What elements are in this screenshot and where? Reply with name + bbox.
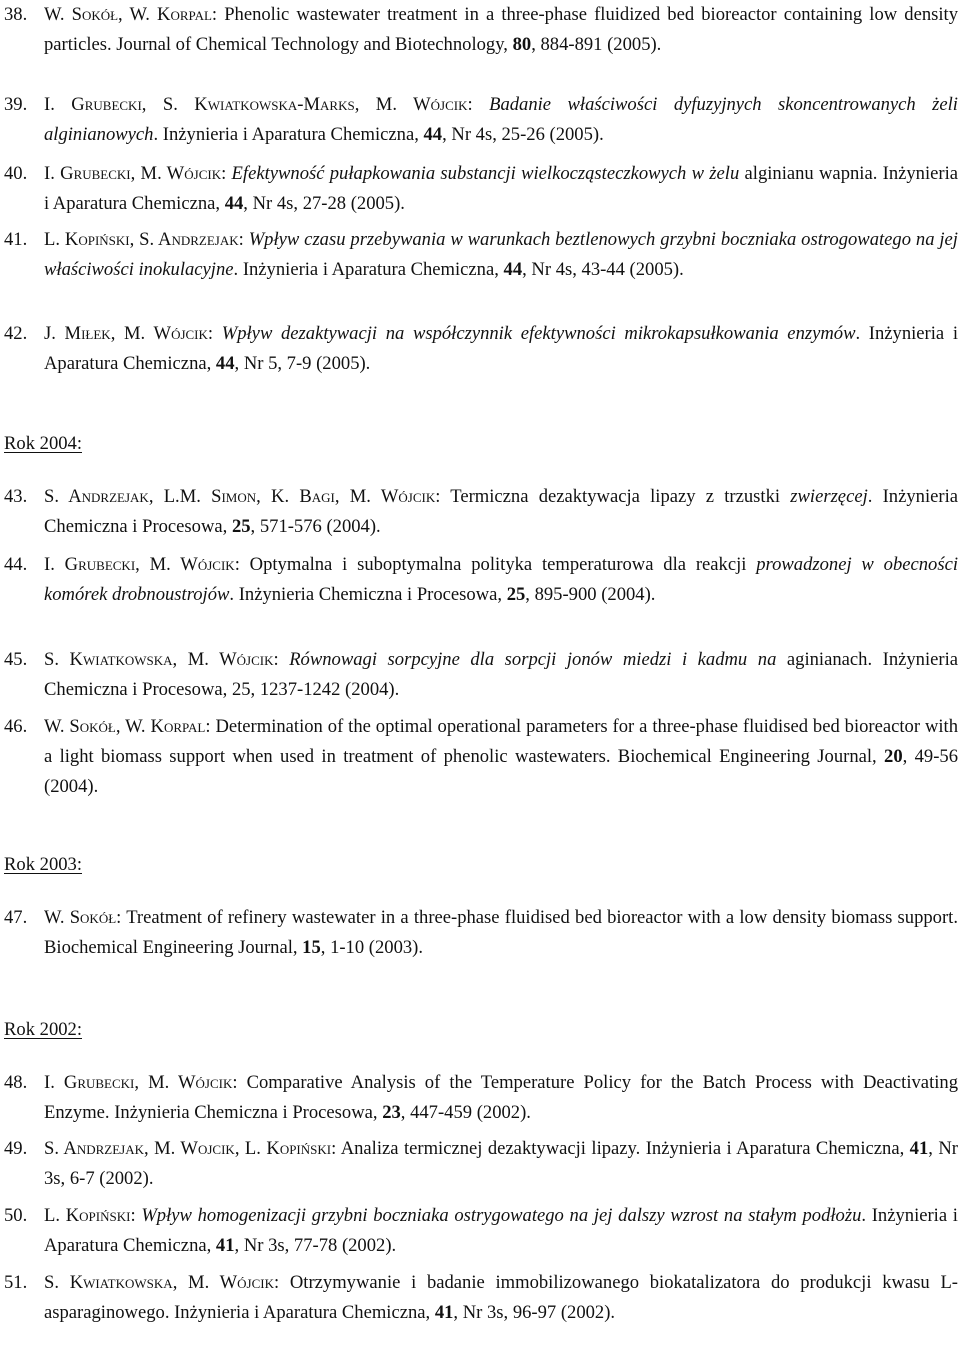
citation-text: , M. W bbox=[172, 1272, 238, 1293]
citation-text: rubecki bbox=[77, 1072, 135, 1093]
entry-citation bbox=[44, 1068, 958, 1128]
citation-text: , S. A bbox=[129, 229, 172, 250]
citation-text: L. K bbox=[44, 229, 79, 250]
citation-text: wiatkowska bbox=[83, 1272, 173, 1293]
citation-text: : bbox=[221, 163, 232, 184]
citation-text: iłek bbox=[81, 323, 111, 344]
entry-citation bbox=[44, 0, 958, 60]
citation-text: 15 bbox=[302, 936, 321, 958]
citation-text: , L. K bbox=[234, 1138, 280, 1159]
citation-text: : bbox=[207, 323, 222, 344]
bibliography-entry bbox=[0, 0, 960, 60]
citation-text: ójcik bbox=[237, 1272, 274, 1293]
citation-text: : bbox=[238, 229, 249, 250]
entry-number: 38. bbox=[4, 4, 28, 25]
citation-text: 44 bbox=[215, 352, 235, 374]
citation-text: ojcik bbox=[197, 1138, 235, 1159]
citation-text: , 447-459 (2002). bbox=[400, 1101, 531, 1123]
citation-text: W. S bbox=[44, 4, 82, 25]
citation-text: . Inżynieria i Aparatura Chemiczna, bbox=[153, 123, 424, 145]
citation-text: okół bbox=[81, 4, 119, 25]
citation-text: rubecki bbox=[78, 554, 136, 575]
citation-text: I. G bbox=[44, 1072, 78, 1093]
citation-text: ójcik bbox=[236, 649, 274, 670]
citation-text: , M. W bbox=[130, 163, 185, 184]
citation-text: 41 bbox=[215, 1234, 235, 1256]
citation-text: : Analiza termicznej dezaktywacji lipazy. Inżynieria i Aparatura Chemiczna, bbox=[331, 1138, 910, 1159]
citation-text: 44 bbox=[503, 258, 523, 280]
citation-text: 25 bbox=[506, 583, 526, 605]
citation-text: , Nr 5, 7-9 (2005). bbox=[234, 352, 371, 374]
entry-number: 44. bbox=[4, 554, 28, 575]
bibliography-entry bbox=[0, 1201, 960, 1261]
citation-text: wiatkowska bbox=[82, 649, 173, 670]
year-heading: Rok 2003: bbox=[4, 854, 82, 875]
citation-text: opiński bbox=[79, 1205, 131, 1226]
citation-text: 23 bbox=[382, 1101, 401, 1123]
entry-citation bbox=[44, 90, 958, 150]
citation-text: okół bbox=[79, 716, 116, 737]
citation-text: 44 bbox=[423, 123, 443, 145]
citation-text: zwierzęcej bbox=[790, 486, 868, 507]
entry-number: 47. bbox=[4, 907, 28, 928]
citation-text: ndrzejak bbox=[76, 1138, 145, 1159]
bibliography-entry bbox=[0, 550, 960, 610]
citation-text: , W. K bbox=[118, 4, 171, 25]
citation-text: ójcik bbox=[398, 486, 436, 507]
bibliography-entry bbox=[0, 90, 960, 150]
citation-text: , M. W bbox=[135, 554, 198, 575]
citation-text: , 49-56 (2004). bbox=[44, 745, 958, 797]
entry-number: 42. bbox=[4, 323, 28, 344]
entry-number: 40. bbox=[4, 163, 28, 184]
citation-text: I. G bbox=[44, 163, 74, 184]
citation-text: ójcik bbox=[184, 163, 222, 184]
citation-text: . Inżynieria Chemiczna i Procesowa, bbox=[44, 486, 958, 537]
entry-citation bbox=[44, 1201, 958, 1261]
citation-text: W. S bbox=[44, 716, 80, 737]
citation-text: Wpływ czasu przebywania w warunkach beztlenowych grzybni boczniaka ostrogowatego na jej właściwości inokulacyjne bbox=[44, 229, 958, 280]
citation-text: Wpływ homogenizacji grzybni boczniaka ostrygowatego na jej dalszy wzrost na stałym podłożu bbox=[141, 1205, 862, 1226]
entry-number: 48. bbox=[4, 1072, 28, 1093]
citation-text: ójcik bbox=[430, 94, 468, 115]
citation-text: , 895-900 (2004). bbox=[525, 583, 656, 605]
citation-text: : bbox=[467, 94, 490, 115]
citation-text: opiński bbox=[78, 229, 130, 250]
citation-text: , W. K bbox=[115, 716, 164, 737]
entry-number: 45. bbox=[4, 649, 28, 670]
citation-text: ndrzejak bbox=[81, 486, 149, 507]
citation-text: , Nr 4s, 27-28 (2005). bbox=[243, 192, 405, 214]
citation-text: Wpływ dezaktywacji na współczynnik efektywności mikrokapsułkowania enzymów bbox=[221, 323, 856, 344]
citation-text: orpal bbox=[163, 716, 206, 737]
entry-citation bbox=[44, 903, 958, 963]
citation-text: , L.M. S bbox=[148, 486, 222, 507]
citation-text: , Nr 3s, 96-97 (2002). bbox=[453, 1301, 616, 1323]
bibliography-entry bbox=[0, 645, 960, 705]
entry-citation bbox=[44, 225, 958, 285]
bibliography-entry bbox=[0, 712, 960, 801]
citation-text: , M. W bbox=[110, 323, 172, 344]
citation-text: ndrzejak bbox=[171, 229, 239, 250]
citation-text: I. G bbox=[44, 554, 79, 575]
year-heading: Rok 2002: bbox=[4, 1019, 82, 1040]
entry-citation bbox=[44, 712, 958, 801]
citation-text: okół bbox=[80, 907, 117, 928]
citation-text: , 571-576 (2004). bbox=[250, 515, 381, 537]
citation-text: 41 bbox=[434, 1301, 454, 1323]
citation-text: 25 bbox=[231, 515, 251, 537]
bibliography-entry bbox=[0, 1068, 960, 1128]
entry-number: 51. bbox=[4, 1272, 28, 1293]
citation-text: rubecki bbox=[73, 163, 131, 184]
entry-citation bbox=[44, 482, 958, 542]
bibliography-entry bbox=[0, 903, 960, 963]
citation-text: : Comparative Analysis of the Temperature Policy for the Batch Process with Deactivating Enzyme. Inżynieria Chemiczna i Procesowa, bbox=[44, 1072, 958, 1123]
citation-text: 80 bbox=[512, 33, 532, 55]
citation-text: Badanie właściwości dyfuzyjnych skoncentrowanych żeli alginianowych bbox=[44, 94, 958, 145]
citation-text: : Treatment of refinery wastewater in a three-phase fluidised bed bioreactor with a low density biomass support. Biochemical Engineering Journal, bbox=[44, 907, 958, 958]
citation-text: , M. W bbox=[172, 649, 237, 670]
citation-text: . Inżynieria i Aparatura Chemiczna, bbox=[44, 323, 958, 374]
citation-text: , Nr 4s, 25-26 (2005). bbox=[442, 123, 604, 145]
citation-text: ójcik bbox=[171, 323, 208, 344]
citation-text: wiatkowska bbox=[207, 94, 298, 115]
citation-text: , K. B bbox=[256, 486, 312, 507]
citation-text: , M. W bbox=[354, 94, 431, 115]
citation-text: , 884-891 (2005). bbox=[531, 33, 662, 55]
year-heading: Rok 2004: bbox=[4, 433, 82, 454]
citation-text: Efektywność pułapkowania substancji wielkocząsteczkowych w żelu bbox=[231, 163, 740, 184]
entry-citation bbox=[44, 645, 958, 705]
citation-text: 44 bbox=[224, 192, 244, 214]
entry-number: 43. bbox=[4, 486, 28, 507]
citation-text: imon bbox=[221, 486, 257, 507]
citation-text: : Otrzymywanie i badanie immobilizowanego biokatalizatora do produkcji kwasu L-asparaginowego. Inżynieria i Aparatura Chemiczna, bbox=[44, 1272, 958, 1323]
citation-text: , S. K bbox=[141, 94, 208, 115]
entry-number: 49. bbox=[4, 1138, 28, 1159]
citation-text: , M. W bbox=[134, 1072, 196, 1093]
bibliography-entry bbox=[0, 1268, 960, 1328]
citation-text: . Inżynieria i Aparatura Chemiczna, bbox=[233, 258, 504, 280]
citation-text: . Inżynieria Chemiczna i Procesowa, bbox=[229, 583, 507, 605]
citation-text: 41 bbox=[909, 1138, 929, 1159]
citation-text: S. K bbox=[44, 1272, 84, 1293]
entry-citation bbox=[44, 1268, 958, 1328]
citation-text: I. G bbox=[44, 94, 85, 115]
citation-text: : bbox=[130, 1205, 142, 1226]
citation-text: opiński bbox=[279, 1138, 332, 1159]
citation-text: 20 bbox=[884, 745, 903, 767]
bibliography-entry bbox=[0, 159, 960, 219]
citation-text: , M. W bbox=[334, 486, 399, 507]
citation-text: : bbox=[273, 649, 290, 670]
citation-text: ójcik bbox=[195, 1072, 233, 1093]
bibliography-entry bbox=[0, 1134, 960, 1194]
citation-text: , M. W bbox=[144, 1138, 198, 1159]
citation-text: alginianu wapnia. Inżynieria i Aparatura Chemiczna, bbox=[44, 163, 958, 214]
citation-text: orpal bbox=[170, 4, 212, 25]
citation-text: aginianach. Inżynieria Chemiczna i Procesowa, 25, 1237-1242 (2004). bbox=[44, 649, 958, 700]
entry-citation bbox=[44, 1134, 958, 1194]
citation-text: , 1-10 (2003). bbox=[320, 936, 424, 958]
citation-text: prowadzonej w obecności komórek drobnoustrojów bbox=[44, 554, 959, 605]
bibliography-entry bbox=[0, 319, 960, 379]
entry-number: 46. bbox=[4, 716, 28, 737]
entry-number: 41. bbox=[4, 229, 28, 250]
citation-text: J. M bbox=[44, 323, 82, 344]
entry-number: 39. bbox=[4, 94, 28, 115]
citation-text: S. A bbox=[44, 1138, 77, 1159]
citation-text: , Nr 3s, 6-7 (2002). bbox=[44, 1138, 958, 1189]
entry-citation bbox=[44, 159, 958, 219]
citation-text: W. S bbox=[44, 907, 81, 928]
citation-text: ójcik bbox=[197, 554, 235, 575]
citation-text: S. A bbox=[44, 486, 82, 507]
entry-citation bbox=[44, 319, 958, 379]
citation-text: , Nr 4s, 43-44 (2005). bbox=[522, 258, 684, 280]
citation-text: , Nr 3s, 77-78 (2002). bbox=[234, 1234, 397, 1256]
citation-text: : Termiczna dezaktywacja lipazy z trzustki bbox=[435, 486, 791, 507]
citation-text: rubecki bbox=[84, 94, 142, 115]
citation-text: arks bbox=[320, 94, 355, 115]
citation-text: : Optymalna i suboptymalna polityka temperaturowa dla reakcji bbox=[234, 554, 757, 575]
bibliography-entry bbox=[0, 225, 960, 285]
citation-text: L. K bbox=[44, 1205, 80, 1226]
citation-text: Równowagi sorpcyjne dla sorpcji jonów miedzi i kadmu na bbox=[289, 649, 777, 670]
citation-text: agi bbox=[311, 486, 335, 507]
citation-text: . Inżynieria i Aparatura Chemiczna, bbox=[44, 1205, 958, 1256]
citation-text: -M bbox=[297, 94, 321, 115]
citation-text: S. K bbox=[44, 649, 83, 670]
bibliography-entry bbox=[0, 482, 960, 542]
citation-text: : Determination of the optimal operational parameters for a three-phase fluidised bed bioreactor with a light biomass support when used in treatment of phenolic wastewaters. Biochemical Engineering Journal, bbox=[44, 716, 959, 767]
citation-text: : Phenolic wastewater treatment in a three-phase fluidized bed bioreactor containing low density particles. Journal of Chemical Technology and Biotechnology, bbox=[44, 4, 958, 55]
entry-citation bbox=[44, 550, 958, 610]
entry-number: 50. bbox=[4, 1205, 28, 1226]
